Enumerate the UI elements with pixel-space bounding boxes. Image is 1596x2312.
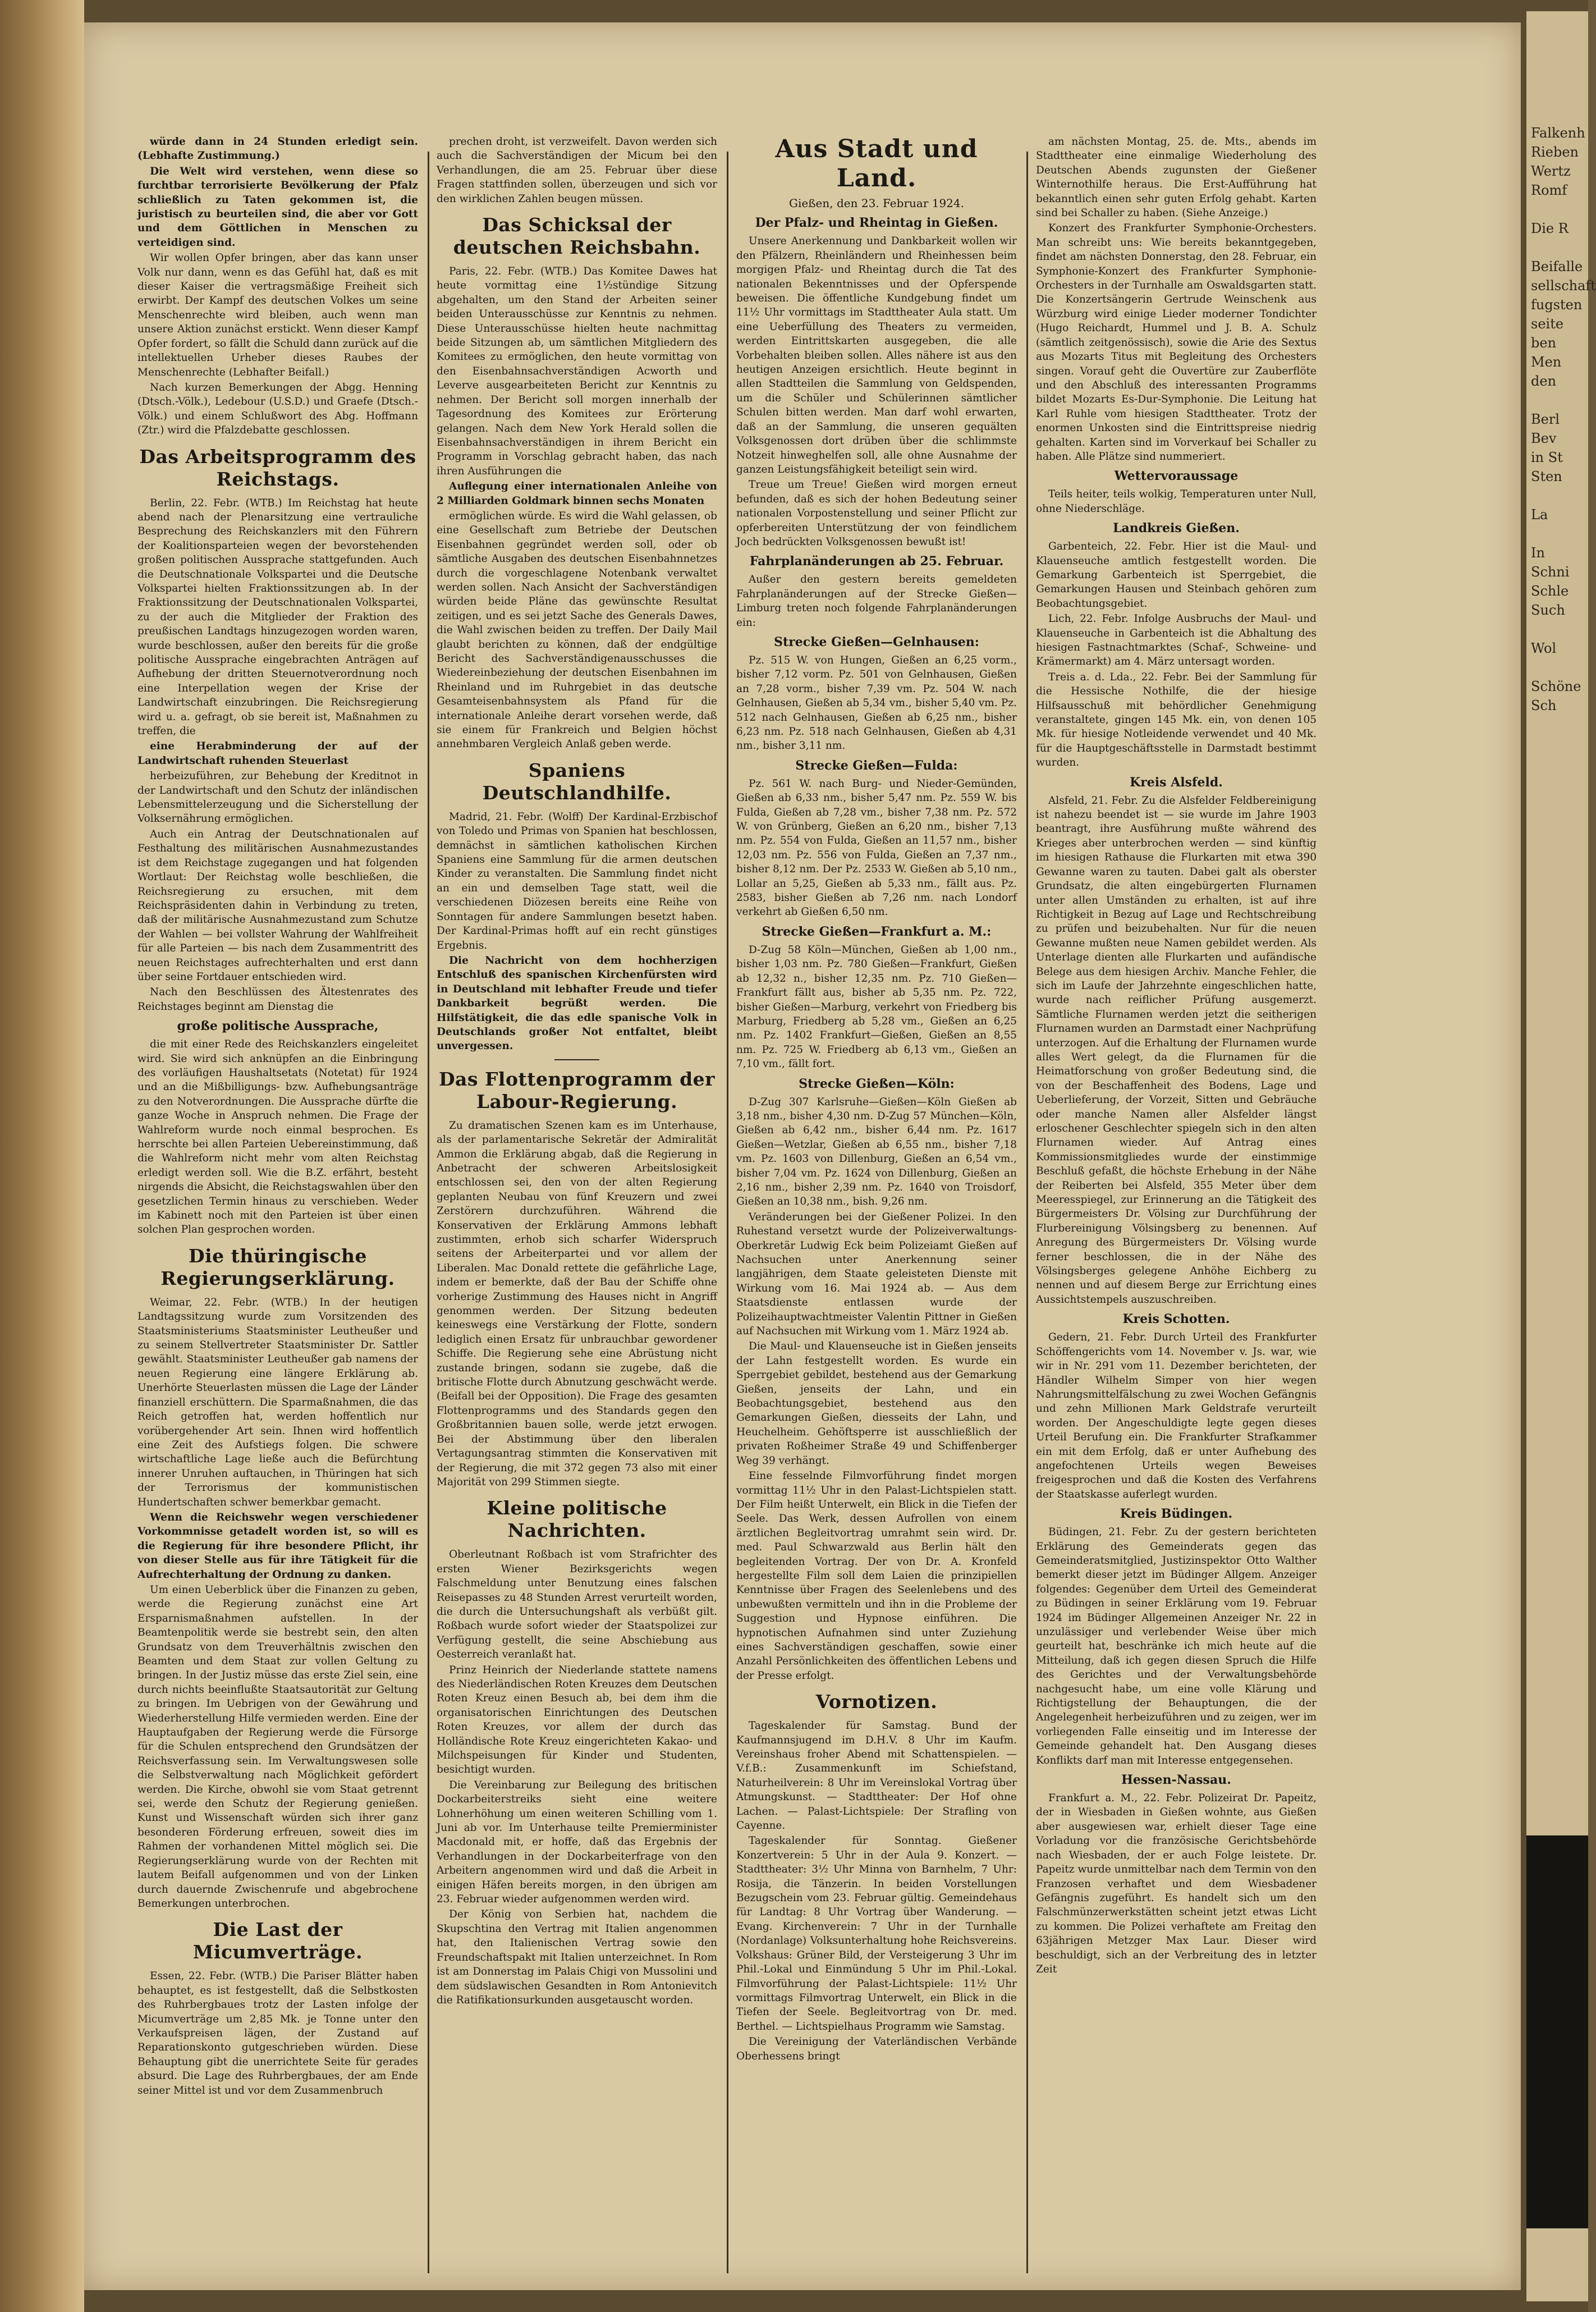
paragraph: Büdingen, 21. Febr. Zu der gestern berichteten Erklärung des Gemeinderats gegen das Gemeinderatsmitglied, Justizinspektor Otto Walther bemerkt dieser jetzt im Büdinger Allgem. Anzeiger folgendes: Gegenüber dem Urteil des Gemeinderat zu Büdingen in seiner Erklärung vom 19. Februar 1924 im Büdinger Allgemeinen Anzeiger Nr. 22 in unzulässiger und verlebender Weise über mich geurteilt hat, beschränke ich mich heute auf die Mitteilung, daß ich gegen diesen Spruch die Hilfe des Gerichtes und der Verwaltungsbehörde nachgesucht habe, um eine volle Klärung und Richtigstellung der Behauptungen, die der Angelegenheit herbeizuführen und zu zeigen, wer im vorliegenden Falle einseitig und im Interesse der Gemeinde gehandelt hat. Den Ausgang dieses Konflikts darf man mit Interesse entgegensehen.: [1036, 1526, 1317, 1766]
article-heading: Spaniens Deutschlandhilfe.: [482, 759, 672, 804]
paragraph: Außer den gestern bereits gemeldeten Fahrplanänderungen auf der Strecke Gießen—Limburg treten noch folgende Fahrplanänderungen ein:: [736, 574, 1017, 629]
paragraph: Pz. 515 W. von Hungen, Gießen an 6,25 vorm., bisher 7,12 vorm. Pz. 501 von Gelnhausen, Gießen an 7,28 vorm., bisher 7,39 vm. Pz. 504 W. nach Gelnhausen, Gießen ab 5,34 vm., bisher 5,40 vm. Pz. 512 nach Gelnhausen, Gießen ab 6,25 nm., bisher 6,23 nm. Pz. 518 nach Gelnhausen, Gießen ab 4,31 nm., bisher 3,11 nm.: [736, 654, 1017, 752]
adjacent-page-advert-block: [1526, 1835, 1588, 2228]
paragraph: herbeizuführen, zur Behebung der Kreditnot in der Landwirtschaft und den Schutz der inländischen Lebensmittelerzeugung und die Sicherstellung der Volksernährung ermöglichen.: [137, 770, 418, 825]
paragraph: Weimar, 22. Febr. (WTB.) In der heutigen Landtagssitzung wurde zum Vorsitzenden des Staatsministeriums Staatsminister Leutheußer und zu seinem Stellvertreter Staatsminister Dr. Sattler gewählt. Staatsminister Leutheußer gab namens der neuen Regierung eine längere Erklärung ab. Unerhörte Steuerlasten müssen die Lage der Länder finanziell erschüttern. Die Sparmaßnahmen, die das Reich getroffen hat, werden hoffentlich nur vorübergehender Art sein. Ihnen wird hoffentlich eine Zeit des Aufstiegs folgen. Die schwere wirtschaftliche Lage ließe auch die Befürchtung innerer Unruhen auftauchen, in Thüringen hat sich der Terrorismus der kommunistischen Hundertschaften schwer bemerkbar gemacht.: [137, 1296, 418, 1508]
paragraph: Nach kurzen Bemerkungen der Abgg. Henning (Dtsch.-Völk.), Ledebour (U.S.D.) und Graefe (Dtsch.-Völk.) und einem Schlußwort des Abg. Hoffmann (Ztr.) wird die Pfalzdebatte geschlossen.: [137, 381, 418, 437]
article-heading: Kleine politische Nachrichten.: [487, 1497, 667, 1542]
divider: [554, 1059, 599, 1060]
column-4: [1036, 135, 1317, 2284]
paragraph: Nach den Beschlüssen des Ältestenrates des Reichstages beginnt am Dienstag die: [137, 986, 418, 1013]
paragraph: Oberleutnant Roßbach ist vom Strafrichter des ersten Wiener Bezirksgerichts wegen Falschmeldung unter Benutzung eines falschen Reisepasses zu 48 Stunden Arrest verurteilt worden, die durch die Untersuchungshaft als verbüßt gilt. Roßbach wurde sofort wieder der Staatspolizei zur Verfügung gestellt, die seine Abschiebung aus Oesterreich veranlaßt hat.: [437, 1549, 717, 1661]
dateline: Gießen, den 23. Februar 1924.: [788, 196, 964, 210]
paragraph: Die Welt wird verstehen, wenn diese so furchtbar terrorisierte Bevölkerung der Pfalz schließlich zu Taten gekommen ist, die juristisch zu beurteilen sind, die aber vor Gott und dem Göttlichen in Menschen zu verteidigen sind.: [137, 165, 418, 249]
book-spine-edge: [0, 0, 84, 2312]
article-heading: Die Last der Micumverträge.: [192, 1919, 363, 1963]
article-heading: Die thüringische Regierungserklärung.: [160, 1244, 395, 1289]
paragraph: am nächsten Montag, 25. de. Mts., abends im Stadttheater eine einmalige Wiederholung des Deutschen Abends zugunsten der Gießener Winternothilfe heraus. Die Erst-Aufführung hat bekanntlich einen sehr guten Erfolg gehabt. Karten sind bei Schaller zu haben. (Siehe Anzeige.): [1036, 136, 1317, 219]
paragraph: Veränderungen bei der Gießener Polizei. In den Ruhestand versetzt wurde der Polizeiverwaltungs-Oberkretär Ludwig Eck beim Polizeiamt Gießen auf Nachsuchen unter Anerkennung seiner langjährigen, dem Staate geleisteten Dienste mit Wirkung vom 16. Mai 1924 ab. — Aus dem Staatsdienste entlassen wurde der Polizeihauptwachtmeister Valentin Pittner in Gießen auf Nachsuchen mit Wirkung vom 1. März 1924 ab.: [736, 1211, 1017, 1338]
article-heading: Das Arbeitsprogramm des Reichstags.: [139, 445, 416, 490]
paragraph: Wenn die Reichswehr wegen verschiedener Vorkommnisse getadelt worden ist, so will es die Regierung für ihre besondere Pflicht, ihr von dieser Stelle aus für ihre Tätigkeit für die Aufrechterhaltung der Ordnung zu danken.: [137, 1511, 418, 1581]
subheading: Strecke Gießen—Gelnhausen:: [774, 634, 979, 649]
article-heading: Fahrplanänderungen ab 25. Februar.: [749, 554, 1004, 569]
paragraph: Tageskalender für Sonntag. Gießener Konzertverein: 5 Uhr in der Aula 9. Konzert. — Stadttheater: 3½ Uhr Minna von Barnhelm, 7 Uhr: Rosija, die Tänzerin. In beiden Vorstellungen Bezugschein vom 23. Februar gültig. Gemeindehaus für Landtag: 8 Uhr Vortrag über Wanderung. — Evang. Kirchenverein: 7 Uhr in der Turnhalle (Nordanlage) Volksunterhaltung hohe Reichsvereins. Volkshaus: Grüner Bild, der Versteigerung 3 Uhr im Phil.-Lokal und Einmündung 5 Uhr im Phil.-Lokal. Filmvorführung der Palast-Lichtspiele: 11½ Uhr vormittags Filmvortrag Unterwelt, ein Blick in die Tiefen der Seele. Begleitvortrag von Dr. med. Berthel. — Lichtspielhaus Programm wie Samstag.: [736, 1835, 1017, 2032]
newspaper-sheet: [84, 22, 1521, 2290]
paragraph: Konzert des Frankfurter Symphonie-Orchesters. Man schreibt uns: Wie bereits bekanntgegeben, findet am nächsten Donnerstag, den 28. Februar, ein Symphonie-Konzert des Frankfurter Symphonie-Orchesters in der Turnhalle am Oswaldsgarten statt. Die Konzertsängerin Gertrude Weinschenk aus Würzburg wird einige Lieder moderner Tondichter (Hugo Reichardt, Hummel und J. B. A. Schulz (sämtlich zeitgenössisch), sowie die Arie des Sextus aus Mozarts Titus mit Begleitung des Orchesters singen. Vorauf geht die Ouvertüre zur Zauberflöte und den Abschluß des interessanten Programms bildet Mozarts Es-Dur-Symphonie. Die Leitung hat Karl Ruhle vom hiesigen Stadttheater. Trotz der enormen Unkosten sind die Eintrittspreise niedrig gehalten. Karten sind im Vorverkauf bei Schaller zu haben. Alle Plätze sind nummeriert.: [1036, 222, 1317, 463]
column-1: [137, 135, 418, 2284]
paragraph: Die Vereinbarung zur Beilegung des britischen Dockarbeiterstreiks sieht eine weitere Lohnerhöhung um einen weiteren Schilling vom 1. Juni ab vor. Im Unterhause teilte Premierminister Macdonald mit, er hoffe, daß das Ergebnis der Verhandlungen in der Dockarbeiterfrage von den Arbeitern angenommen wird und daß die Arbeit in einigen Häfen bereits morgen, in den übrigen am 23. Februar wieder aufgenommen werden wird.: [437, 1779, 717, 1906]
article-heading: Kreis Schotten.: [1122, 1312, 1230, 1327]
section-title: Aus Stadt und Land.: [775, 135, 978, 193]
article-heading: Das Flottenprogramm der Labour-Regierung.: [438, 1068, 716, 1112]
paragraph: Auflegung einer internationalen Anleihe von 2 Milliarden Goldmark binnen sechs Monaten: [437, 480, 717, 507]
paragraph: Paris, 22. Febr. (WTB.) Das Komitee Dawes hat heute vormittag eine 1½stündige Sitzung abgehalten, um den Stand der Arbeiten seiner beiden Unterausschüsse zur Kenntnis zu nehmen. Diese Unterausschüsse hielten heute nachmittag beide Sitzungen ab, um sämtlichen Mitgliedern des Komitees zu ermöglichen, den heute vormittag von den Eisenbahnsachverständigen Acworth und Leverve ausgearbeiteten Bericht zur Kenntnis zu nehmen. Der Bericht soll morgen innerhalb der Tagesordnung des Komitees zur Erörterung gelangen. Nach dem New York Herald sollen die Eisenbahnsachverständigen in ihrem Bericht ein Programm in Vorschlag gebracht haben, das nach ihren Ausführungen die: [437, 265, 717, 477]
article-heading: Vornotizen.: [815, 1691, 938, 1713]
paragraph: Zu dramatischen Szenen kam es im Unterhause, als der parlamentarische Sekretär der Admiralität Ammon die Erklärung abgab, daß die Regierung in Anbetracht der schweren Arbeitslosigkeit entschlossen sei, den von der alten Regierung geplanten Neubau von fünf Kreuzern und zwei Zerstörern durchzuführen. Während die Konservativen der Erklärung Ammons lebhaft zustimmten, erhob sich scharfer Widerspruch seitens der Arbeiterpartei und vor allem der Liberalen. Mac Donald rettete die gefährliche Lage, indem er bemerkte, daß der Bau der Schiffe ohne vorherige Zustimmung des Hauses nicht in Angriff genommen werden. Der Sitzung bedeuten keineswegs eine Verstärkung der Flotte, sondern lediglich einen Ersatz für unbrauchbar gewordener Schiffe. Die Regierung sehe eine Abrüstung nicht zustande bringen, sodann sie zugebe, daß die britische Flotte durch Abnutzung geschwächt werde. (Beifall bei der Opposition). Die Frage des gesamten Flottenprogramms und des Standards gegen den Großbritannien bauen solle, werde jetzt erwogen. Bei der Abstimmung über den liberalen Vertagungsantrag stimmten die Konservativen mit der Regierung, die mit 372 gegen 73 also mit einer Majorität von 299 Stimmen siegte.: [437, 1119, 717, 1488]
column-rule: [727, 152, 728, 2273]
paragraph: Prinz Heinrich der Niederlande stattete namens des Niederländischen Roten Kreuzes dem Deutschen Roten Kreuz einen Besuch ab, bei dem ihm die organisatorischen Einrichtungen des Deutschen Roten Kreuzes, vor allem der durch das Holländische Rote Kreuz eingerichteten Kakao- und Milchspeisungen für Kinder und Studenten, besichtigt wurden.: [437, 1664, 717, 1776]
paragraph: Eine fesselnde Filmvorführung findet morgen vormittag 11½ Uhr in den Palast-Lichtspielen statt. Der Film heißt Unterwelt, ein Blick in die Tiefen der Seele. Das Werk, dessen Aufrollen von einem ärztlichen Begleitvortrag umrahmt sein wird. Dr. med. Paul Schwarzwald aus Berlin hält den begleitenden Vortrag. Der von Dr. A. Kronfeld hergestellte Film soll dem Laien die prinzipiellen Kenntnisse über Fragen des Seelenlebens und des unbewußten vermitteln und ihn in die Probleme der Suggestion und Hypnose einführen. Die hypnotischen Aufnahmen sind unter Zuziehung eines Sachverständigen geschaffen, sowie einer Anzahl Persönlichkeiten des öffentlichen Lebens und der Presse erfolgt.: [736, 1470, 1017, 1682]
paragraph: Essen, 22. Febr. (WTB.) Die Pariser Blätter haben behauptet, es ist festgestellt, daß die Selbstkosten des Ruhrbergbaues trotz der Lasten infolge der Micumverträge um 2,85 Mk. je Tonne unter den Verkaufspreisen lägen, der Zustand auf Reparationskonto gutgeschrieben würden. Diese Behauptung gibt die unerrichtete Seite für gerades absurd. Die Lage des Ruhrbergbaues, der am Ende seiner Mittel ist und vor dem Zusammenbruch: [137, 1970, 418, 2096]
paragraph: Der König von Serbien hat, nachdem die Skupschtina den Vertrag mit Italien angenommen hat, den Italienischen Vertrag sowie den Freundschaftspakt mit Italien unterzeichnet. In Rom ist am Donnerstag im Palais Chigi von Mussolini und dem südslawischen Gesandten in Rom Antonievitch die Ratifikationsurkunden ausgetauscht worden.: [437, 1908, 717, 2006]
paragraph: Madrid, 21. Febr. (Wolff) Der Kardinal-Erzbischof von Toledo und Primas von Spanien hat beschlossen, demnächst in sämtlichen katholischen Kirchen Spaniens eine Sammlung für die armen deutschen Kinder zu veranstalten. Die Sammlung findet nicht an ein und demselben Tage statt, weil die verschiedenen Diözesen bereits eine Reihe von Sonntagen für andere Sammlungen besetzt haben. Der Kardinal-Primas hofft auf ein recht günstiges Ergebnis.: [437, 811, 717, 951]
col1-intro: [137, 135, 418, 438]
paragraph: würde dann in 24 Stunden erledigt sein. (Lebhafte Zustimmung.): [137, 136, 418, 162]
paragraph: Wir wollen Opfer bringen, aber das kann unser Volk nur dann, wenn es das Gefühl hat, daß es mit dieser Kaiser die vertragsmäßige Freiheit sich erwirbt. Der Kampf des deutschen Volkes um seine Menschenrechte wird bleiben, auch wenn man unsere Aktion zunächst erstickt. Wenn dieser Kampf Opfer fordert, so fällt die Schuld dann zurück auf die intellektuellen Urheber dieses Raubes der Menschenrechte (Lebhafter Beifall.): [137, 252, 418, 378]
paragraph: eine Herabminderung der auf der Landwirtschaft ruhenden Steuerlast: [137, 740, 418, 767]
paragraph: Gedern, 21. Febr. Durch Urteil des Frankfurter Schöffengerichts vom 14. November v. Js. war, wie wir in Nr. 291 vom 11. Dezember berichteten, der Händler Wilhelm Simper von hier wegen Nahrungsmittelfälschung zu zwei Wochen Gefängnis und zehn Millionen Mark Geldstrafe verurteilt worden. Der Angeschuldigte legte gegen dieses Urteil Berufung ein. Die Frankfurter Strafkammer ein mit dem Erfolg, daß er unter Aufhebung des angefochtenen Urteils wegen Beweises freigesprochen und daß die Kosten des Verfahrens der Staatskasse auferlegt wurden.: [1036, 1331, 1317, 1500]
article-heading: Der Pfalz- und Rheintag in Gießen.: [755, 216, 998, 231]
paragraph: D-Zug 58 Köln—München, Gießen ab 1,00 nm., bisher 1,03 nm. Pz. 780 Gießen—Frankfurt, Gießen ab 12,32 n., bisher 12,35 nm. Pz. 710 Gießen—Frankfurt fällt aus, bisher ab 5,35 nm. Pz. 722, bisher Gießen—Marburg, verkehrt von Friedberg bis Marburg, Friedberg ab 5,28 vm., Gießen an 6,25 nm. Pz. 1402 Frankfurt—Gießen, Gießen an 8,55 nm. Pz. 725 W. Friedberg ab 6,13 vm., Gießen an 7,10 vm., fällt fort.: [736, 944, 1017, 1070]
article-heading: Wettervoraussage: [1114, 469, 1239, 484]
column-rule: [1026, 152, 1028, 2273]
adjacent-page-text: Falkenh Rieben Wertz Romf Die R Beifalle sellschaft fugsten seite ben Men den Berl Bev in St Sten La In Schni Schle Such Wol Schöne Sch: [1531, 125, 1596, 713]
paragraph: Treis a. d. Lda., 22. Febr. Bei der Sammlung für die Hessische Nothilfe, die der hiesige Hilfsausschuß mit behördlicher Genehmigung veranstaltete, gingen 145 Mk. ein, von denen 105 Mk. für hiesige Notleidende verwendet und 40 Mk. für die Hauptgeschäftsstelle in Darmstadt bestimmt wurden.: [1036, 671, 1317, 769]
paragraph: die mit einer Rede des Reichskanzlers eingeleitet wird. Sie wird sich anknüpfen an die Einbringung des vorläufigen Haushaltsetats (Notetat) für 1924 und an die Mißbilligungs- bzw. Aufhebungsanträge zu den Notverordnungen. Die Aussprache dürfte die ganze Woche in Anspruch nehmen. Die Frage der Wahlreform wurde noch einmal besprochen. Es herrschte bei allen Parteien Uebereinstimmung, daß die Wahlreform nicht mehr vom alten Reichstag erledigt werden soll. Wie die B.Z. erfährt, besteht nirgends die Absicht, die Reichstagswahlen über den gesetzlichen Termin hinaus zu verschieben. Weder im Kabinett noch mit den Parteien ist über einen solchen Plan gesprochen worden.: [137, 1038, 418, 1236]
paragraph: ermöglichen würde. Es wird die Wahl gelassen, ob eine Gesellschaft zum Betriebe der Deutschen Eisenbahnen gegründet werden soll, oder ob sämtliche Ausgaben des deutschen Eisenbahnnetzes durch die vorgeschlagene Notenbank verwaltet werden sollen. Nach Ansicht der Sachverständigen würden beide Pläne das gewünschte Resultat zeitigen, und es sei jetzt Sache des Generals Dawes, die Wahl zwischen beiden zu treffen. Der Daily Mail glaubt berichten zu können, daß der endgültige Bericht des Sachverständigenausschusses die Wiedereinbeziehung der deutschen Eisenbahnen im Rheinland und im Ruhrgebiet in das deutsche Gesamteisenbahnsystem als Pfand für die internationale Anleihe derart vorsehen werde, daß sie einem für Frankreich und Belgien höchst annehmbaren Vergleich Anlaß geben werde.: [437, 510, 717, 750]
paragraph: Um einen Ueberblick über die Finanzen zu geben, werde die Regierung zunächst eine Art Ersparnismaßnahmen aufstellen. In der Beamtenpolitik werde sie bestrebt sein, den alten Grundsatz von dem Treuverhältnis zwischen den Beamten und dem Staat zur vollen Geltung zu bringen. In der Justiz müsse das erste Ziel sein, eine durch nichts beeinflußte Staatsautorität zur Geltung zu bringen. Im Uebrigen von der Gewährung und Wiederherstellung Hilfe vermieden werden. Eine der Hauptaufgaben der Regierung werde die Fürsorge für die Schulen entsprechend den Grundsätzen der Reichsverfassung sein. Im Verwaltungswesen solle die Selbstverwaltung nach Möglichkeit gefördert werden. Die Kirche, obwohl sie vom Staat getrennt sei, werde den Schutz der Regierung genießen. Kunst und Wissenschaft würden sich ihrer ganz besonderen Förderung erfreuen, soweit dies im Rahmen der vorhandenen Mittel möglich sei. Die Regierungserklärung wurde von der Rechten mit lautem Beifall aufgenommen und von der Linken durch dauernde Zwischenrufe und abgebrochene Bemerkungen unterbrochen.: [137, 1583, 418, 1910]
paragraph: Alsfeld, 21. Febr. Zu die Alsfelder Feldbereinigung ist nahezu beendet ist — sie wurde im Jahre 1903 beantragt, ihre Ausführung mußte während des Krieges aber unterbrochen werden — sind künftig im hiesigen Rathause die Flurkarten mit etwa 390 Gewanne waren zu tauten. Dabei galt als oberster Grundsatz, die alten eingebürgerten Flurnamen unter allen Umständen zu erhalten, ist auf ihre Richtigkeit in Bezug auf Lage und Rechtschreibung zu prüfen und beizubehalten. Nur für die neuen Gewanne mußten neue Namen gebildet werden. Als Unterlage dienten alle Flurkarten und aufändische Belege aus dem hiesigen Archiv. Manche Fehler, die sich im Laufe der Jahrzehnte eingeschlichen hatte, wurde nach reiflicher Prüfung ausgemerzt. Sämtliche Flurnamen werden jetzt die seitherigen Flurnamen wurden an Darmstadt einer Nachprüfung unterzogen. Auf die Erhaltung der Flurnamen wurde alles Wert gelegt, da die Flurnamen für die Heimatforschung von großer Bedeutung sind, die von der Beschaffenheit des Bodens, Lage und Ueberlieferung, der Vorzeit, Sitten und Gebräuche oder manche Namen aller Alsfelder längst erloschener Geschlechter spiegeln sich in den alten Flurnamen wieder. Auf Antrag eines Kommissionsmitgliedes wurde der einstimmige Beschluß gefaßt, die höchste Erhebung in der Nähe der Reiberten bei Alsfeld, 355 Meter über dem Meeresspiegel, zur Erinnerung an die Tätigkeit des Bürgermeisters Dr. Völsing zur Durchführung der Flurbereinigung Völsingsberg zu benennen. Auf Anregung des Bürgermeisters Dr. Völsing wurde ferner beschlossen, die in der Nähe des Völsingsberges gelegene Anhöhe Eichberg zu nennen und auf diesem Berge zur Errichtung eines Aussichtstempels auszuschreiben.: [1036, 794, 1317, 1306]
adjacent-page-edge: [1526, 11, 1596, 2301]
paragraph: Die Vereinigung der Vaterländischen Verbände Oberhessens bringt: [736, 2036, 1017, 2062]
weather-forecast: Teils heiter, teils wolkig, Temperaturen unter Null, ohne Niederschläge.: [1036, 488, 1317, 515]
column-3: [736, 135, 1017, 2284]
article-heading: Kreis Büdingen.: [1120, 1507, 1233, 1522]
paragraph: prechen droht, ist verzweifelt. Davon werden sich auch die Sachverständigen der Micum bei den Verhandlungen, die am 25. Februar über diese Fragen stattfinden sollen, überzeugen und sich vor den wirklichen Zahlen beugen müssen.: [437, 136, 717, 205]
paragraph: Die Maul- und Klauenseuche ist in Gießen jenseits der Lahn festgestellt worden. Es wurde ein Sperrgebiet gebildet, bestehend aus der Gemarkung Gießen, jenseits der Lahn, und ein Beobachtungsgebiet, bestehend aus den Gemarkungen Gießen, diesseits der Lahn, und Heuchelheim. Gehöftsperre ist ausschließlich der privaten Roßheimer Straße 49 und Schiffenberger Weg 39 verhängt.: [736, 1340, 1017, 1467]
subheading: große politische Aussprache,: [177, 1019, 379, 1034]
paragraph: Pz. 561 W. nach Burg- und Nieder-Gemünden, Gießen ab 6,33 nm., bisher 5,47 nm. Pz. 559 W. bis Fulda, Gießen ab 7,28 vm., bisher 7,38 nm. Pz. 572 W. von Grünberg, Gießen an 6,20 nm., bisher 7,13 nm. Pz. 554 von Fulda, Gießen an 11,57 nm., bisher 12,03 nm. Pz. 556 von Fulda, Gießen an 7,37 nm., bisher 8,12 nm. Der Pz. 2533 W. Gießen ab 5,10 nm., Lollar an 5,25, Gießen ab 5,33 nm., fällt aus. Pz. 2583, bisher Gießen ab 7,26 nm. nach Londorf verkehrt ab Gießen 6,50 nm.: [736, 777, 1017, 918]
paragraph: Lich, 22. Febr. Infolge Ausbruchs der Maul- und Klauenseuche in Garbenteich ist die Abhaltung des hiesigen Fastnachtmarktes (Schaf-, Schweine- und Krämermarkt) am 4. März untersagt worden.: [1036, 613, 1317, 668]
paragraph: D-Zug 307 Karlsruhe—Gießen—Köln Gießen ab 3,18 nm., bisher 4,30 nm. D-Zug 57 München—Köln, Gießen ab 6,42 nm., bisher 6,44 nm. Pz. 1617 Gießen—Wetzlar, Gießen ab 6,55 nm., bisher 7,18 vm. Pz. 1603 von Dillenburg, Gießen an 6,54 vm., bisher 7,04 vm. Pz. 1624 von Dillenburg, Gießen an 2,16 nm., bisher 2,39 nm. Pz. 1640 von Troisdorf, Gießen an 10,38 nm., bish. 9,26 nm.: [736, 1096, 1017, 1208]
article-heading: Landkreis Gießen.: [1113, 521, 1240, 536]
paragraph: Auch ein Antrag der Deutschnationalen auf Festhaltung des militärischen Ausnahmezustandes ist dem Reichstage zugegangen und hat folgenden Wortlaut: Der Reichstag wolle beschließen, die Reichsregierung zu ersuchen, mit dem Reichspräsidenten dahin in Verbindung zu treten, daß der militärische Ausnahmezustand zum Schutze der Wahlen — bei vollster Wahrung der Wahlfreiheit für alle Parteien — bis nach dem Zusammentritt des neuen Reichstages aufrechterhalten und erst dann über seine Fortdauer entschieden wird.: [137, 828, 418, 983]
subheading: Strecke Gießen—Fulda:: [795, 758, 958, 773]
paragraph: Berlin, 22. Febr. (WTB.) Im Reichstag hat heute abend nach der Plenarsitzung eine vertrauliche Besprechung des Reichskanzlers mit den Führern der Koalitionsparteien wegen der bevorstehenden großen politischen Aussprache stattgefunden. Auch die Deutschnationale Volkspartei und die Deutsche Volkspartei hielten Fraktionssitzungen ab. In der Fraktionssitzung der Deutschnationalen Volkspartei, zu der auch die Mitglieder der Fraktion des preußischen Landtags hinzugezogen worden waren, wurde beschlossen, außer den bereits für die große politische Aussprache eingebrachten Anträgen auf Aufhebung der dritten Steuernotverordnung noch eine Interpellation wegen der Krise der Landwirtschaft einzubringen. Die Reichsregierung wird u. a. gefragt, ob sie bereit ist, Maßnahmen zu treffen, die: [137, 497, 418, 738]
article-heading: Hessen-Nassau.: [1121, 1773, 1231, 1788]
column-rule: [428, 152, 429, 2273]
article-heading: Das Schicksal der deutschen Reichsbahn.: [453, 214, 701, 259]
column-2: [437, 135, 717, 2284]
paragraph: Frankfurt a. M., 22. Febr. Polizeirat Dr. Papeitz, der in Wiesbaden in Gießen wohnte, aus Gießen aber ausgewiesen war, erhielt dieser Tage eine Vorladung vor die französische Gerichtsbehörde nach Wiesbaden, der er auch Folge leistete. Dr. Papeitz wurde unmittelbar nach dem Termin von den Franzosen verhaftet und dem Wiesbadener Gefängnis zugeführt. Es handelt sich um den Falschmünzerwerkstätten scheint jetzt etwas Licht zu kommen. Die Polizei verhaftete am Freitag den 63jährigen Metzger Max Laur. Dieser wird beschuldigt, sich an der Verbreitung des in letzter Zeit: [1036, 1792, 1317, 1975]
paragraph: Tageskalender für Samstag. Bund der Kaufmannsjugend im D.H.V. 8 Uhr im Kaufm. Vereinshaus froher Abend mit Schattenspielen. — V.f.B.: Zusammenkunft im Schiefstand, Naturheilverein: 8 Uhr im Vereinslokal Vortrag über Atmungskunst. — Stadttheater: Der Hof ohne Lachen. — Palast-Lichtspiele: Der Strafling von Cayenne.: [736, 1720, 1017, 1832]
subheading: Strecke Gießen—Frankfurt a. M.:: [762, 924, 992, 939]
subheading: Strecke Gießen—Köln:: [799, 1076, 955, 1091]
paragraph: Treue um Treue! Gießen wird morgen erneut befunden, daß es sich der hohen Bedeutung seiner nationalen Vorpostenstellung und seiner Pflicht zur opferbereiten Unterstützung der von feindlichem Joch bedrückten Volksgenossen bewußt ist!: [736, 479, 1017, 548]
paragraph: Garbenteich, 22. Febr. Hier ist die Maul- und Klauenseuche amtlich festgestellt worden. Die Gemarkung Garbenteich ist Sperrgebiet, die Gemarkungen Hausen und Steinbach gehören zum Beobachtungsgebiet.: [1036, 541, 1317, 610]
paragraph: Unsere Anerkennung und Dankbarkeit wollen wir den Pfälzern, Rheinländern und Rheinhessen beim morgigen Pfalz- und Rheintag durch die Tat des nationalen Bekenntnisses und der Opferspende beweisen. Die öffentliche Kundgebung findet um 11½ Uhr vormittags im Stadttheater Aula statt. Um eine Ueberfüllung des Theaters zu vermeiden, werden Eintrittskarten ausgegeben, die alle Vorbehalten bleiben sollen. Alles nähere ist aus den heutigen Anzeigen ersichtlich. Heute beginnt in allen Stadtteilen die Sammlung von Geldspenden, um die Schüler und Schülerinnen sämtlicher Schulen bitten werden. Man darf wohl erwarten, daß an der Sammlung, die unseren gequälten Volksgenossen dort drüben über die schlimmste Notzeit hinweghelfen soll, alle ohne Ausnahme der ganzen Leistungsfähigkeit beteiligt sein wird.: [736, 235, 1017, 475]
paragraph: Die Nachricht von dem hochherzigen Entschluß des spanischen Kirchenfürsten wird in Deutschland mit lebhafter Freude und tiefer Dankbarkeit begrüßt werden. Die Hilfstätigkeit, die das edle spanische Volk in Deutschlands großer Not entfaltet, bleibt unvergessen.: [437, 954, 717, 1052]
article-heading: Kreis Alsfeld.: [1130, 775, 1223, 790]
